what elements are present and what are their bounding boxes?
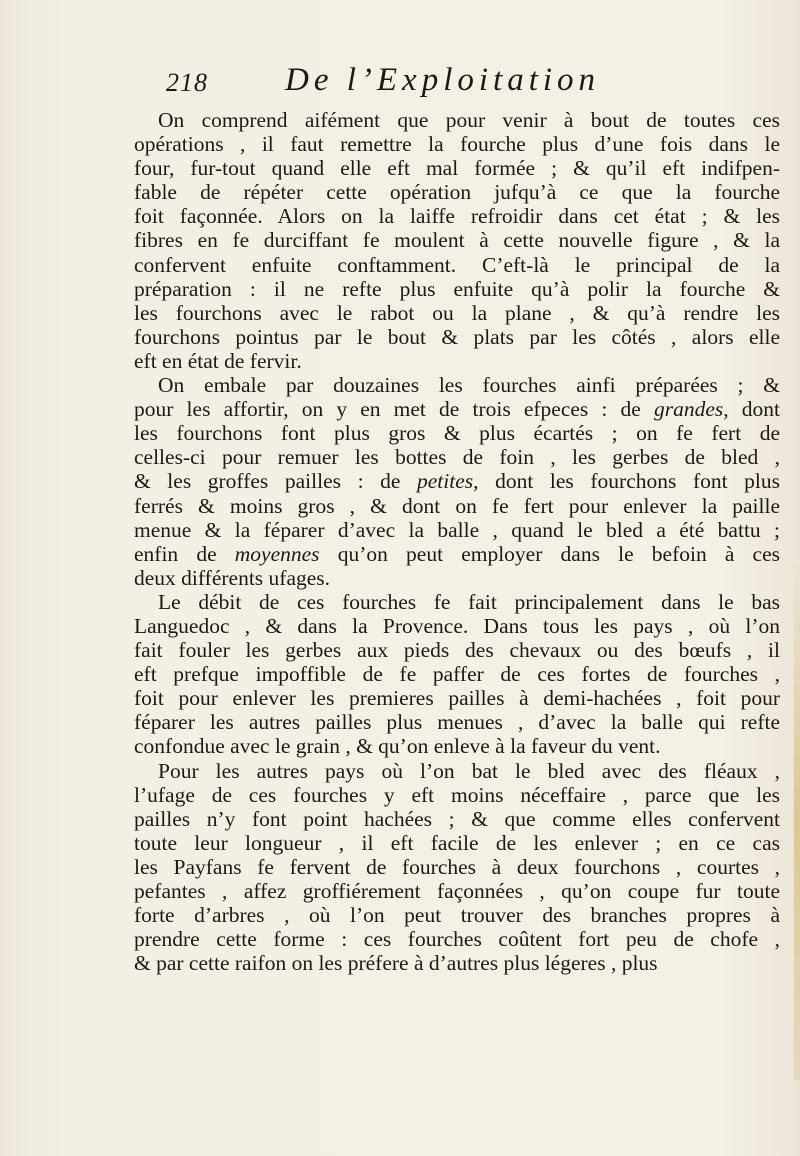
- text-line: prendre cette forme : ces fourches coûtent fort peu de chofe ,: [134, 927, 780, 952]
- text-line: foit façonnée. Alors on la laiffe refroidir dans cet état ; & les: [134, 204, 780, 229]
- paragraph: [134, 759, 780, 976]
- text-line: opérations , il faut remettre la fourche plus d’une fois dans le: [134, 132, 780, 157]
- text-line: fourchons pointus par le bout & plats par les côtés , alors elle: [134, 324, 780, 349]
- text-line: On embale par douzaines les fourches ainfi préparées ; &: [158, 373, 780, 398]
- text-line: les fourchons font plus gros & plus écartés ; on fe fert de: [134, 421, 780, 446]
- text-line: confervent enfuite conftamment. C’eft-là le principal de la: [134, 252, 780, 277]
- text-line: eft en état de fervir.: [134, 348, 302, 373]
- text-line: l’ufage de ces fourches y eft moins néceffaire , parce que les: [134, 782, 780, 807]
- text-line: fibres en fe durciffant fe moulent à cette nouvelle figure , & la: [134, 228, 780, 253]
- running-title: De l’Exploitation: [285, 62, 601, 98]
- text-line: les Payfans fe fervent de fourches à deux fourchons , courtes ,: [134, 854, 780, 879]
- text-line: Pour les autres pays où l’on bat le bled avec des fléaux ,: [158, 758, 780, 783]
- text-line: fable de répéter cette opération jufqu’à ce que la fourche: [134, 180, 780, 205]
- page-header: [120, 62, 740, 102]
- text-line: ferrés & moins gros , & dont on fe fert pour enlever la paille: [134, 493, 780, 518]
- text-line: les fourchons avec le rabot ou la plane , & qu’à rendre les: [134, 300, 780, 325]
- text-line: fait fouler les gerbes aux pieds des chevaux ou des bœufs , il: [134, 638, 780, 663]
- text-line: pour les affortir, on y en met de trois efpeces : de grandes, dont: [134, 397, 780, 422]
- page-edge-stain: [794, 560, 800, 1080]
- text-line: confondue avec le grain , & qu’on enleve à la faveur du vent.: [134, 734, 661, 759]
- paragraph: [134, 590, 780, 759]
- paragraph: [134, 108, 780, 373]
- text-line: toute leur longueur , il eft facile de les enlever ; en ce cas: [134, 830, 780, 855]
- text-line: Le débit de ces fourches fe fait principalement dans le bas: [158, 589, 780, 614]
- text-line: pefantes , affez groffiérement façonnées , qu’on coupe fur toute: [134, 879, 780, 903]
- text-line: enfin de moyennes qu’on peut employer dans le befoin à ces: [134, 541, 780, 566]
- text-line: menue & la féparer d’avec la balle , quand le bled a été battu ;: [134, 517, 780, 542]
- text-line: deux différents ufages.: [134, 565, 331, 590]
- body-text: [134, 108, 780, 975]
- text-line: On comprend aifément que pour venir à bout de toutes ces: [158, 108, 780, 132]
- text-line: pailles n’y font point hachées ; & que comme elles confervent: [134, 806, 780, 831]
- paragraph: [134, 373, 780, 590]
- text-line: celles-ci pour remuer les bottes de foin , les gerbes de bled ,: [134, 445, 780, 470]
- text-line: & les groffes pailles : de petites, dont les fourchons font plus: [134, 469, 780, 494]
- text-line: forte d’arbres , où l’on peut trouver des branches propres à: [134, 903, 780, 928]
- text-line: four, fur-tout quand elle eft mal formée ; & qu’il eft indifpen-: [134, 156, 780, 181]
- text-line: Languedoc , & dans la Provence. Dans tous les pays , où l’on: [134, 613, 780, 638]
- text-line: féparer les autres pailles plus menues , d’avec la balle qui refte: [134, 710, 780, 735]
- text-line: préparation : il ne refte plus enfuite qu’à polir la fourche &: [134, 276, 780, 301]
- text-line: eft prefque impoffible de fe paffer de ces fortes de fourches ,: [134, 662, 780, 687]
- text-line: foit pour enlever les premieres pailles à demi-hachées , foit pour: [134, 686, 780, 711]
- page-number: 218: [166, 68, 208, 97]
- text-line: & par cette raifon on les préfere à d’autres plus légeres , plus: [134, 951, 658, 976]
